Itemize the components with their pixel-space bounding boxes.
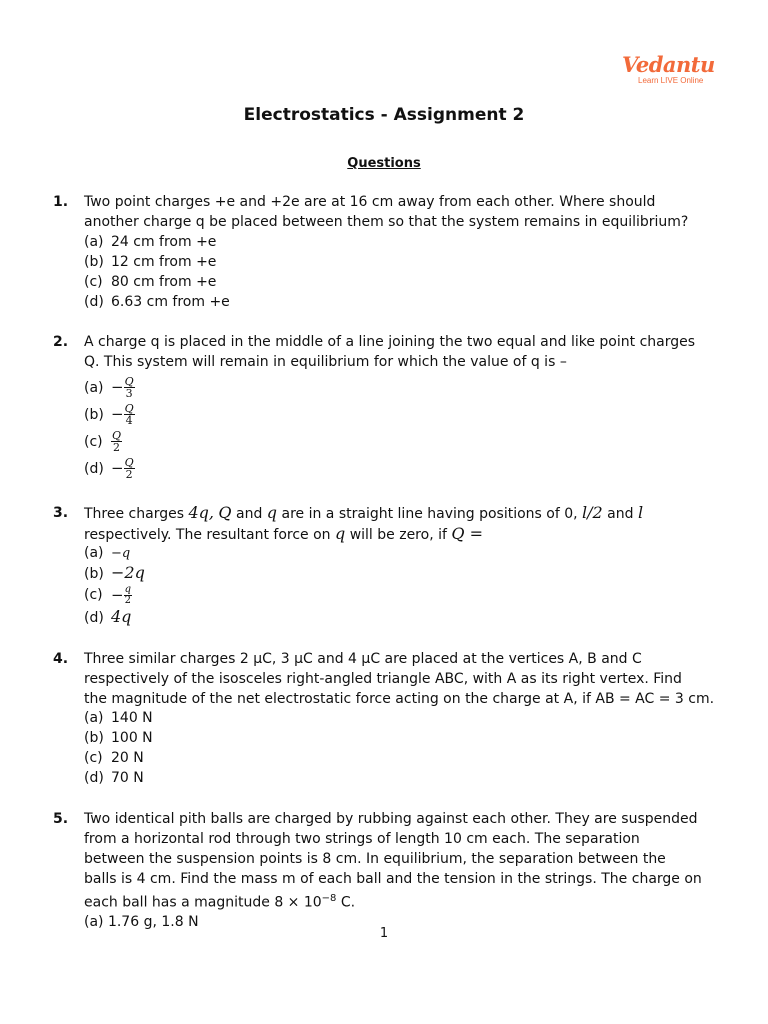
question-line: Three similar charges 2 μC, 3 μC and 4 μC are placed at the vertices A, B and C	[84, 651, 642, 667]
question-number: 3.	[53, 505, 69, 521]
option-a[interactable]: (a) − $\frac{Q}{3}$	[84, 375, 134, 400]
option-c[interactable]: (c) − $\frac{q}{2}$	[84, 583, 131, 606]
question-line: between the suspension points is 8 cm. In equilibrium, the separation between the	[84, 851, 666, 867]
page-title: Electrostatics - Assignment 2	[243, 105, 525, 125]
option-a[interactable]: (a) −q	[84, 545, 131, 561]
option-a[interactable]: (a) 24 cm from +e	[84, 234, 217, 250]
question-line: respectively of the isosceles right-angled triangle ABC, with A as its right vertex. Find	[84, 671, 682, 687]
section-heading: Questions	[347, 156, 421, 171]
vedantu-logo	[622, 52, 715, 85]
option-d[interactable]: (d) 4q	[84, 607, 132, 626]
question-line: Three charges 4q, Q and q are in a straight line having positions of 0, l/2 and l	[84, 503, 644, 522]
question-number: 1.	[53, 194, 69, 210]
options-list	[84, 232, 230, 312]
options-list	[84, 708, 153, 788]
logo-brand: Vedantu	[622, 52, 715, 77]
option-d[interactable]: (d) − $\frac{Q}{2}$	[84, 456, 134, 481]
logo-tagline: Learn LIVE Online	[638, 76, 704, 85]
options-list	[84, 543, 145, 627]
question-number: 4.	[53, 651, 69, 667]
options-list	[84, 374, 135, 482]
option-b[interactable]: (b) −2q	[84, 563, 145, 582]
question-line: Two identical pith balls are charged by rubbing against each other. They are suspended	[84, 811, 698, 827]
option-d[interactable]: (d) 70 N	[84, 770, 144, 786]
question-text	[84, 649, 724, 709]
option-a[interactable]: (a) 140 N	[84, 710, 153, 726]
question-line: balls is 4 cm. Find the mass m of each ball and the tension in the strings. The charge on	[84, 871, 702, 887]
clipped-option: (a) 1.76 g, 1.8 N	[84, 914, 199, 930]
question-text	[84, 332, 724, 372]
option-d[interactable]: (d) 6.63 cm from +e	[84, 294, 230, 310]
question-line: each ball has a magnitude $8 \times 10^{-8}$ C.	[84, 893, 356, 911]
question-text	[84, 192, 724, 232]
option-b[interactable]: (b) 100 N	[84, 730, 153, 746]
question-line: A charge q is placed in the middle of a line joining the two equal and like point charges	[84, 334, 696, 350]
question-number: 5.	[53, 811, 69, 827]
question-line: Q. This system will remain in equilibrium for which the value of q is –	[84, 354, 567, 370]
option-b[interactable]: (b) 12 cm from +e	[84, 254, 217, 270]
question-line: the magnitude of the net electrostatic force acting on the charge at A, if AB = AC = 3 cm.	[84, 691, 715, 707]
question-line: from a horizontal rod through two strings of length 10 cm each. The separation	[84, 831, 640, 847]
option-b[interactable]: (b) − $\frac{Q}{4}$	[84, 402, 134, 427]
question-text	[84, 809, 724, 913]
option-c[interactable]: (c) 80 cm from +e	[84, 274, 217, 290]
question-line: Two point charges +e and +2e are at 16 cm away from each other. Where should	[84, 194, 656, 210]
question-line: another charge q be placed between them so that the system remains in equilibrium?	[84, 214, 689, 230]
option-c[interactable]: (c) $\frac{Q}{2}$	[84, 429, 122, 454]
option-c[interactable]: (c) 20 N	[84, 750, 144, 766]
question-text	[84, 503, 724, 545]
page-number: 1	[379, 926, 389, 941]
question-line: respectively. The resultant force on q will be zero, if Q =	[84, 524, 483, 543]
question-number: 2.	[53, 334, 69, 350]
